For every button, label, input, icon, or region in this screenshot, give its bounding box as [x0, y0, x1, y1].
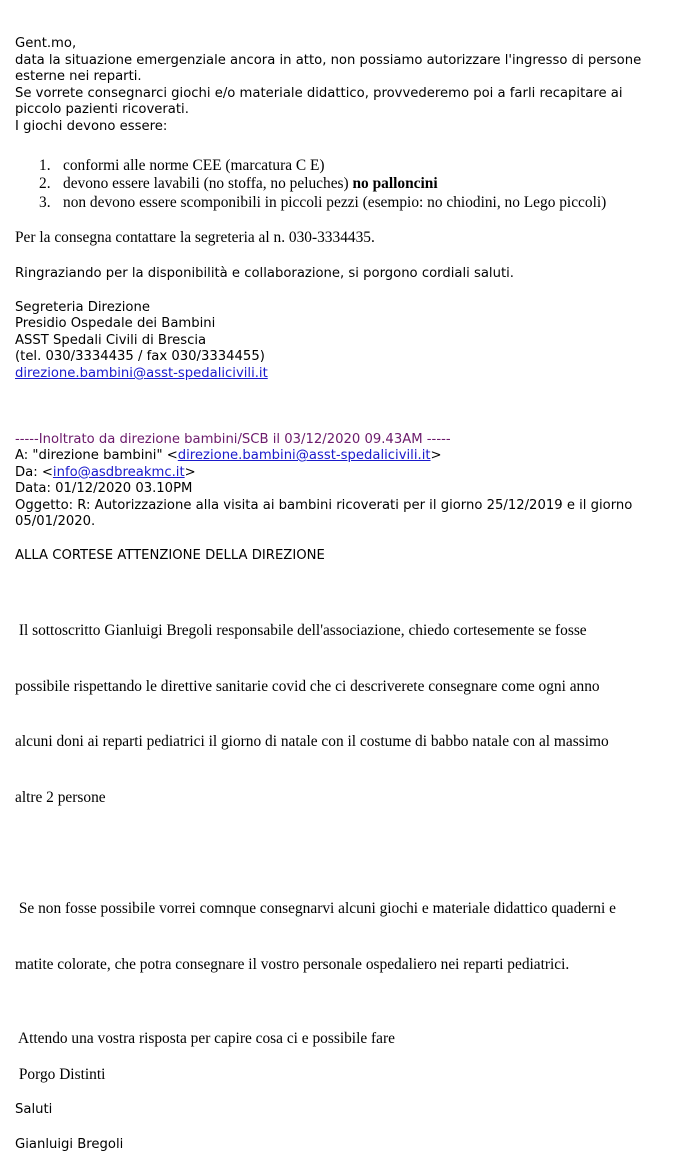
contact-line: Per la consegna contattare la segreteria al n. 030-3334435.: [15, 229, 670, 248]
list-item-text: devono essere lavabili (no stoffa, no peluches): [63, 175, 352, 192]
list-item: [15, 157, 670, 176]
signature-block: [15, 300, 670, 383]
forward-from-label: Da: <: [15, 465, 53, 480]
saluti-line: Saluti: [15, 1102, 670, 1119]
closing-line: Porgo Distinti: [15, 1066, 670, 1085]
sender-name: Gianluigi Bregoli: [15, 1137, 670, 1153]
signature-line: ASST Spedali Civili di Brescia: [15, 333, 670, 350]
reply-paragraph-line: I giochi devono essere:: [15, 119, 670, 136]
original-paragraph-2: [15, 863, 670, 1012]
list-item: [15, 194, 670, 213]
list-number: 2.: [39, 175, 51, 194]
forward-date-line: Data: 01/12/2020 03.10PM: [15, 481, 670, 498]
forward-from-close: >: [185, 465, 196, 480]
forward-to-close: >: [431, 448, 442, 463]
list-number: 3.: [39, 194, 51, 213]
signature-line: Segreteria Direzione: [15, 300, 670, 317]
list-number: 1.: [39, 157, 51, 176]
original-paragraph-1: [15, 585, 670, 845]
reply-section: [15, 36, 670, 136]
attention-heading: ALLA CORTESE ATTENZIONE DELLA DIREZIONE: [15, 548, 670, 565]
reply-paragraph-line: Se vorrete consegnarci giochi e/o materiale didattico, provvederemo poi a farli recapitare ai: [15, 86, 670, 103]
list-item-bold-text: no palloncini: [352, 175, 437, 192]
original-paragraph-line: Se non fosse possibile vorrei comnque consegnarvi alcuni giochi e materiale didattico quaderni e: [15, 900, 670, 919]
signature-line: Presidio Ospedale dei Bambini: [15, 316, 670, 333]
forward-subject-line: Oggetto: R: Autorizzazione alla visita ai bambini ricoverati per il giorno 25/12/2019 e il giorno: [15, 498, 670, 515]
rules-list: [15, 157, 670, 213]
forward-to-label: A: "direzione bambini" <: [15, 448, 178, 463]
original-paragraph-line: altre 2 persone: [15, 789, 670, 808]
list-item-text: conformi alle norme CEE (marcatura C E): [63, 157, 325, 174]
forward-to-line: [15, 448, 670, 465]
email-body: [15, 36, 670, 1153]
original-paragraph-line: alcuni doni ai reparti pediatrici il giorno di natale con il costume di babbo natale con al massimo: [15, 733, 670, 752]
signature-line: (tel. 030/3334435 / fax 030/3334455): [15, 349, 670, 366]
forward-from-email-link[interactable]: info@asdbreakmc.it: [53, 465, 185, 480]
signature-email-link[interactable]: direzione.bambini@asst-spedalicivili.it: [15, 366, 268, 381]
thanks-line: Ringraziando per la disponibilità e collaborazione, si porgono cordiali saluti.: [15, 266, 670, 283]
original-paragraph-line: possibile rispettando le direttive sanitarie covid che ci descriverete consegnare come ogni anno: [15, 678, 670, 697]
original-paragraph-line: Il sottoscritto Gianluigi Bregoli responsabile dell'associazione, chiedo cortesemente se fosse: [15, 622, 670, 641]
greeting: Gent.mo,: [15, 36, 670, 53]
forward-header-block: [15, 432, 670, 532]
list-item: [15, 175, 670, 194]
forward-from-line: [15, 465, 670, 482]
original-paragraph-3: Attendo una vostra risposta per capire cosa ci e possibile fare: [15, 1030, 670, 1049]
original-paragraph-line: matite colorate, che potra consegnare il vostro personale ospedaliero nei reparti pediatrici.: [15, 956, 670, 975]
reply-paragraph-line: piccolo pazienti ricoverati.: [15, 102, 670, 119]
reply-paragraph-line: data la situazione emergenziale ancora in atto, non possiamo autorizzare l'ingresso di persone: [15, 53, 670, 70]
list-item-text: non devono essere scomponibili in piccoli pezzi (esempio: no chiodini, no Lego piccoli): [63, 194, 606, 211]
reply-paragraph-line: esterne nei reparti.: [15, 69, 670, 86]
forward-to-email-link[interactable]: direzione.bambini@asst-spedalicivili.it: [178, 448, 431, 463]
forward-subject-line: 05/01/2020.: [15, 514, 670, 531]
forward-header: -----Inoltrato da direzione bambini/SCB il 03/12/2020 09.43AM -----: [15, 432, 670, 449]
